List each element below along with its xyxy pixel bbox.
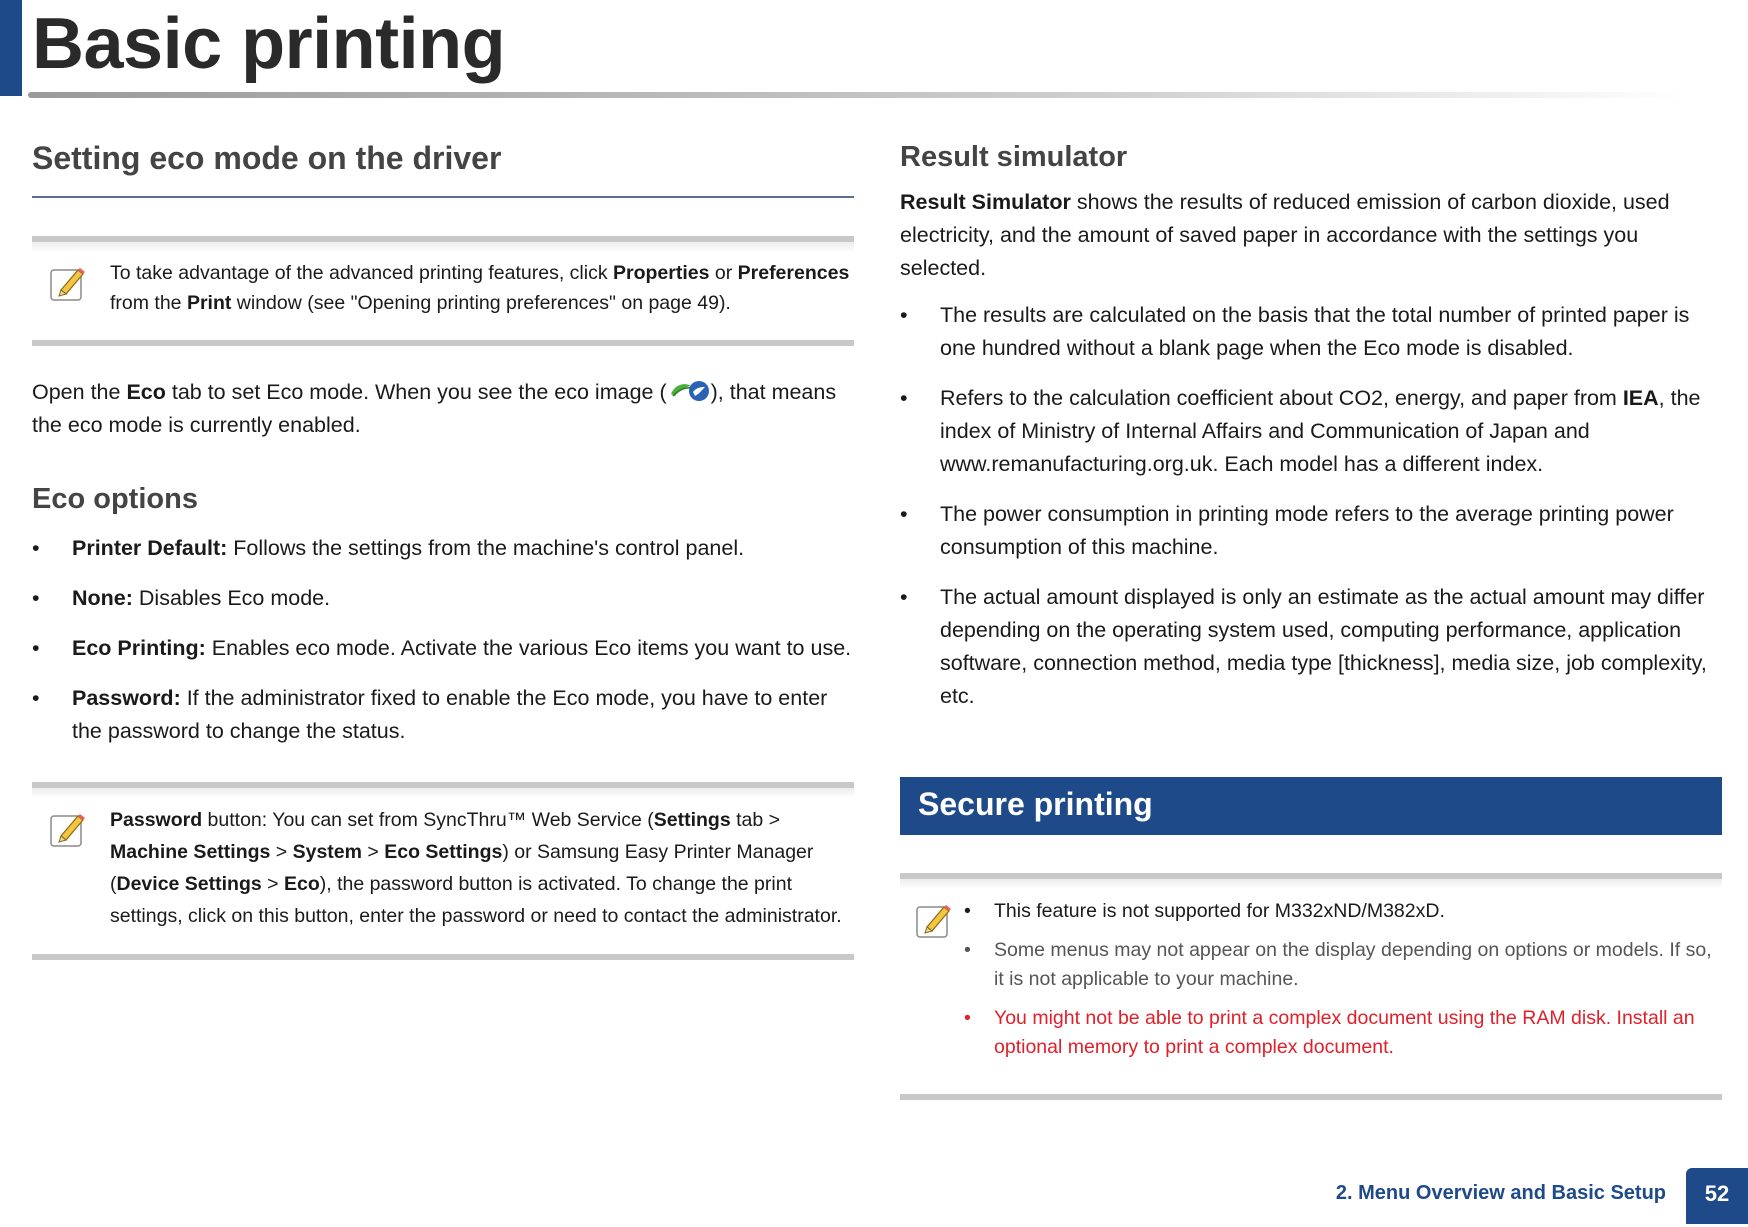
footer-chapter-label: 2. Menu Overview and Basic Setup xyxy=(1335,1182,1666,1204)
list-item: • None: Disables Eco mode. xyxy=(32,582,854,615)
eco-options-title: Eco options xyxy=(32,483,198,515)
note-password-button xyxy=(32,782,854,960)
list-item: • The power consumption in printing mode refers to the average printing power consumption of this machine. xyxy=(900,498,1722,564)
note-secure-printing xyxy=(900,873,1722,1100)
note-pencil-icon xyxy=(914,901,954,941)
title-accent-bar xyxy=(0,0,22,96)
note-password-text: Password button: You can set from SyncThru™ Web Service (Settings tab > Machine Settings > System > Eco Settings) or Samsung Easy Printer Manager (Device Settings > Eco), the password button is activated. To change the print settings, click on this button, enter the password or need to contact the administrator. xyxy=(110,809,842,927)
list-item: • Eco Printing: Enables eco mode. Activate the various Eco items you want to use. xyxy=(32,632,854,665)
note-pencil-icon xyxy=(48,810,88,850)
result-notes-list xyxy=(900,299,1722,713)
banner-title: Secure printing xyxy=(918,786,1153,822)
secure-printing-banner xyxy=(900,777,1722,835)
left-column xyxy=(32,128,854,960)
section-title-eco-driver: Setting eco mode on the driver xyxy=(32,140,502,176)
page-title: Basic printing xyxy=(32,4,506,84)
title-divider xyxy=(28,92,1688,98)
secure-note-list xyxy=(964,897,1718,1062)
section-divider xyxy=(32,196,854,198)
note-pencil-icon xyxy=(48,264,88,304)
list-item: • Refers to the calculation coefficient about CO2, energy, and paper from IEA, the index of Ministry of Internal Affairs and Communication of Japan and www.remanufacturing.org.uk. Each model has a different index. xyxy=(900,382,1722,481)
result-simulator-title: Result simulator xyxy=(900,141,1128,173)
list-item: • Printer Default: Follows the settings from the machine's control panel. xyxy=(32,532,854,565)
right-column xyxy=(900,128,1722,1100)
page-number: 52 xyxy=(1686,1168,1748,1224)
list-item: • You might not be able to print a complex document using the RAM disk. Install an optional memory to print a complex document. xyxy=(964,1004,1718,1062)
list-item: • The actual amount displayed is only an estimate as the actual amount may differ depending on the operating system used, computing performance, application software, connection method, media type [thickness], media size, job complexity, etc. xyxy=(900,581,1722,713)
list-item: • Password: If the administrator fixed to enable the Eco mode, you have to enter the password to change the status. xyxy=(32,682,854,748)
eco-leaf-icon xyxy=(667,378,711,404)
note-advanced-features xyxy=(32,236,854,346)
eco-options-list xyxy=(32,532,854,748)
eco-intro-paragraph: Open the Eco tab to set Eco mode. When you see the eco image ( ), that means the eco mode is currently enabled. xyxy=(32,380,837,437)
list-item: • This feature is not supported for M332xND/M382xD. xyxy=(964,897,1718,926)
list-item: • Some menus may not appear on the display depending on options or models. If so, it is not applicable to your machine. xyxy=(964,936,1718,994)
note-advanced-text: To take advantage of the advanced printing features, click Properties or Preferences from the Print window (see "Opening printing preferences" on page 49). xyxy=(110,262,850,314)
result-simulator-intro: Result Simulator shows the results of reduced emission of carbon dioxide, used electricity, and the amount of saved paper in accordance with the settings you selected. xyxy=(900,190,1670,280)
list-item: • The results are calculated on the basis that the total number of printed paper is one hundred without a blank page when the Eco mode is disabled. xyxy=(900,299,1722,365)
